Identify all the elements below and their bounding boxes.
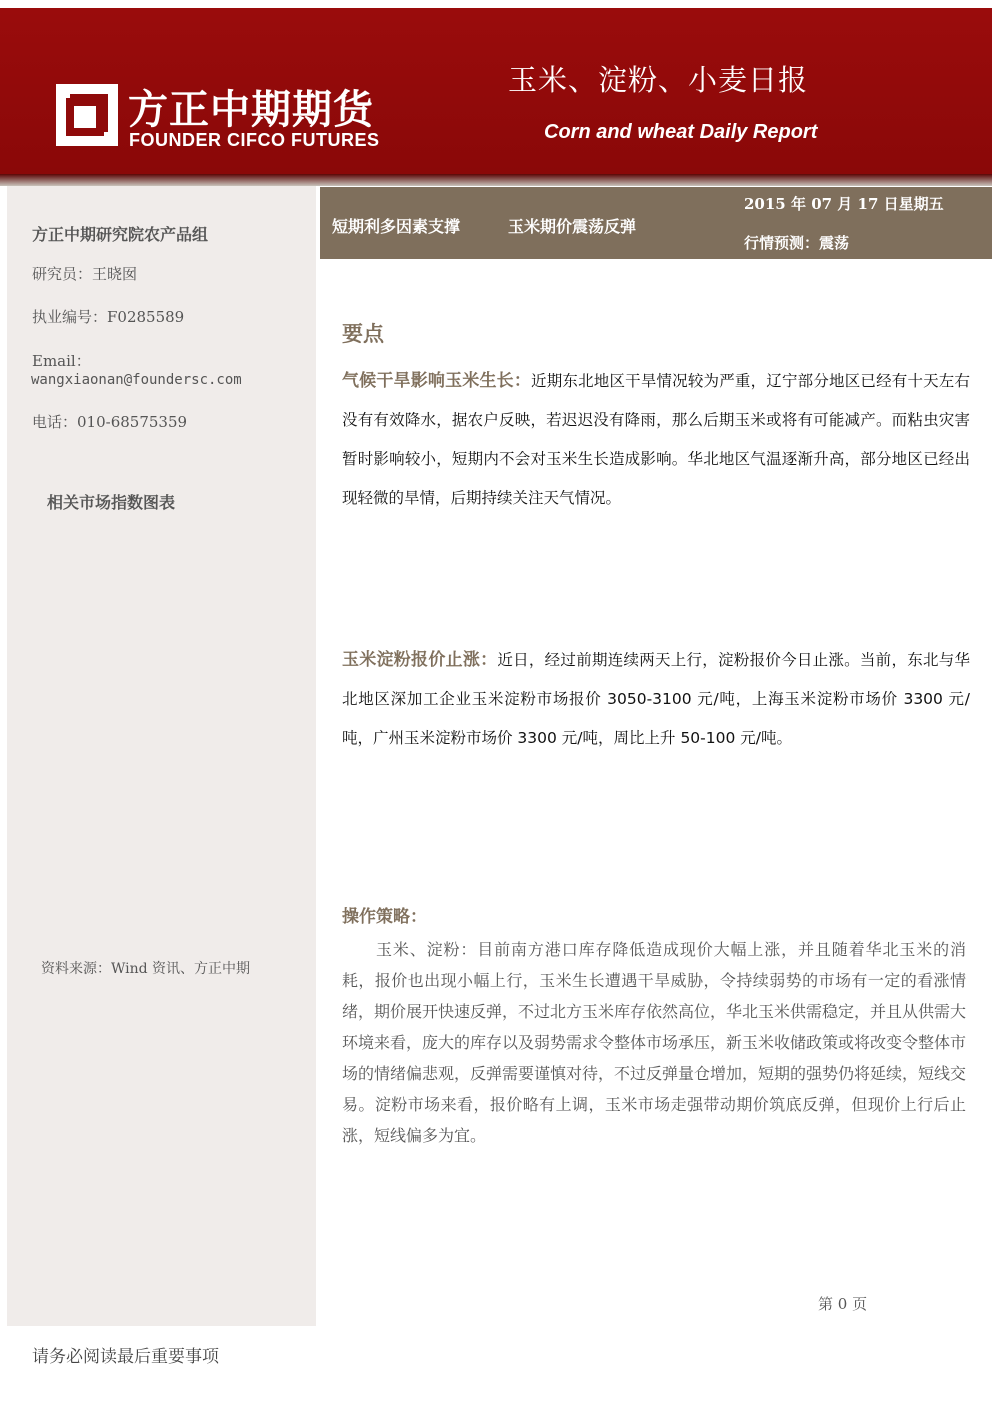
founder-logo-icon (56, 84, 118, 146)
email-address[interactable]: wangxiaonan@foundersc.com (31, 372, 242, 388)
banner-headline-1: 短期利多因素支撑 (332, 217, 461, 236)
point-text: 近期东北地区干旱情况较为严重，辽宁部分地区已经有十天左右没有有效降水，据农户反映，若迟迟没有降雨，那么后期玉米或将有可能减产。而粘虫灾害暂时影响较小，短期内不会对玉米生长造成影响。华北地区气温逐渐升高，部分地区已经出现轻微的旱情，后期持续关注天气情况。 (342, 372, 970, 507)
report-date: 2015 年 07 月 17 日星期五 (744, 195, 944, 213)
banner-headline-2: 玉米期价震荡反弹 (508, 217, 637, 236)
section-title: 要点 (342, 322, 384, 346)
report-title-cn: 玉米、淀粉、小麦日报 (508, 63, 809, 97)
point-text: 近日，经过前期连续两天上行，淀粉报价今日止涨。当前，东北与华北地区深加工企业玉米淀粉市场报价 3050-3100 元/吨，上海玉米淀粉市场价 3300 元/吨，广州玉米淀粉市场价 3300 元/吨，周比上升 50-100 元/吨。 (342, 651, 970, 747)
research-group: 方正中期研究院农产品组 (32, 225, 209, 244)
point-keyword: 气候干旱影响玉米生长： (342, 371, 532, 391)
header-shadow (0, 174, 992, 186)
data-source: 资料来源：Wind 资讯、方正中期 (41, 961, 251, 977)
email-label: Email： (32, 352, 91, 370)
logo-text-cn: 方正中期期货 (128, 87, 374, 133)
page-number: 第 0 页 (818, 1295, 868, 1313)
point-keyword: 玉米淀粉报价止涨： (342, 650, 498, 670)
report-title-en: Corn and wheat Daily Report (544, 121, 818, 143)
disclaimer-note: 请务必阅读最后重要事项 (32, 1347, 219, 1367)
license-number: 执业编号：F0285589 (32, 308, 185, 326)
logo-text-en: FOUNDER CIFCO FUTURES (129, 130, 380, 150)
phone-number: 电话：010-68575359 (32, 413, 188, 431)
point-paragraph (342, 641, 970, 758)
market-forecast: 行情预测：震荡 (744, 234, 850, 252)
strategy-text: 玉米、淀粉：目前南方港口库存降低造成现价大幅上涨，并且随着华北玉米的消耗，报价也出现小幅上行，玉米生长遭遇干旱威胁，令持续弱势的市场有一定的看涨情绪，期价展开快速反弹，不过北方玉米库存依然高位，华北玉米供需稳定，并且从供需大环境来看，庞大的库存以及弱势需求令整体市场承压，新玉米收储政策或将改变令整体市场的情绪偏悲观，反弹需要谨慎对待，不过反弹量仓增加，短期的强势仍将延续，短线交易。淀粉市场来看，报价略有上调，玉米市场走强带动期价筑底反弹，但现价上行后止涨，短线偏多为宜。 (342, 940, 967, 1145)
researcher-name: 研究员：王晓囡 (32, 265, 138, 283)
point-paragraph (342, 362, 970, 518)
strategy-title: 操作策略： (342, 907, 427, 927)
chart-section-title: 相关市场指数图表 (47, 493, 176, 512)
